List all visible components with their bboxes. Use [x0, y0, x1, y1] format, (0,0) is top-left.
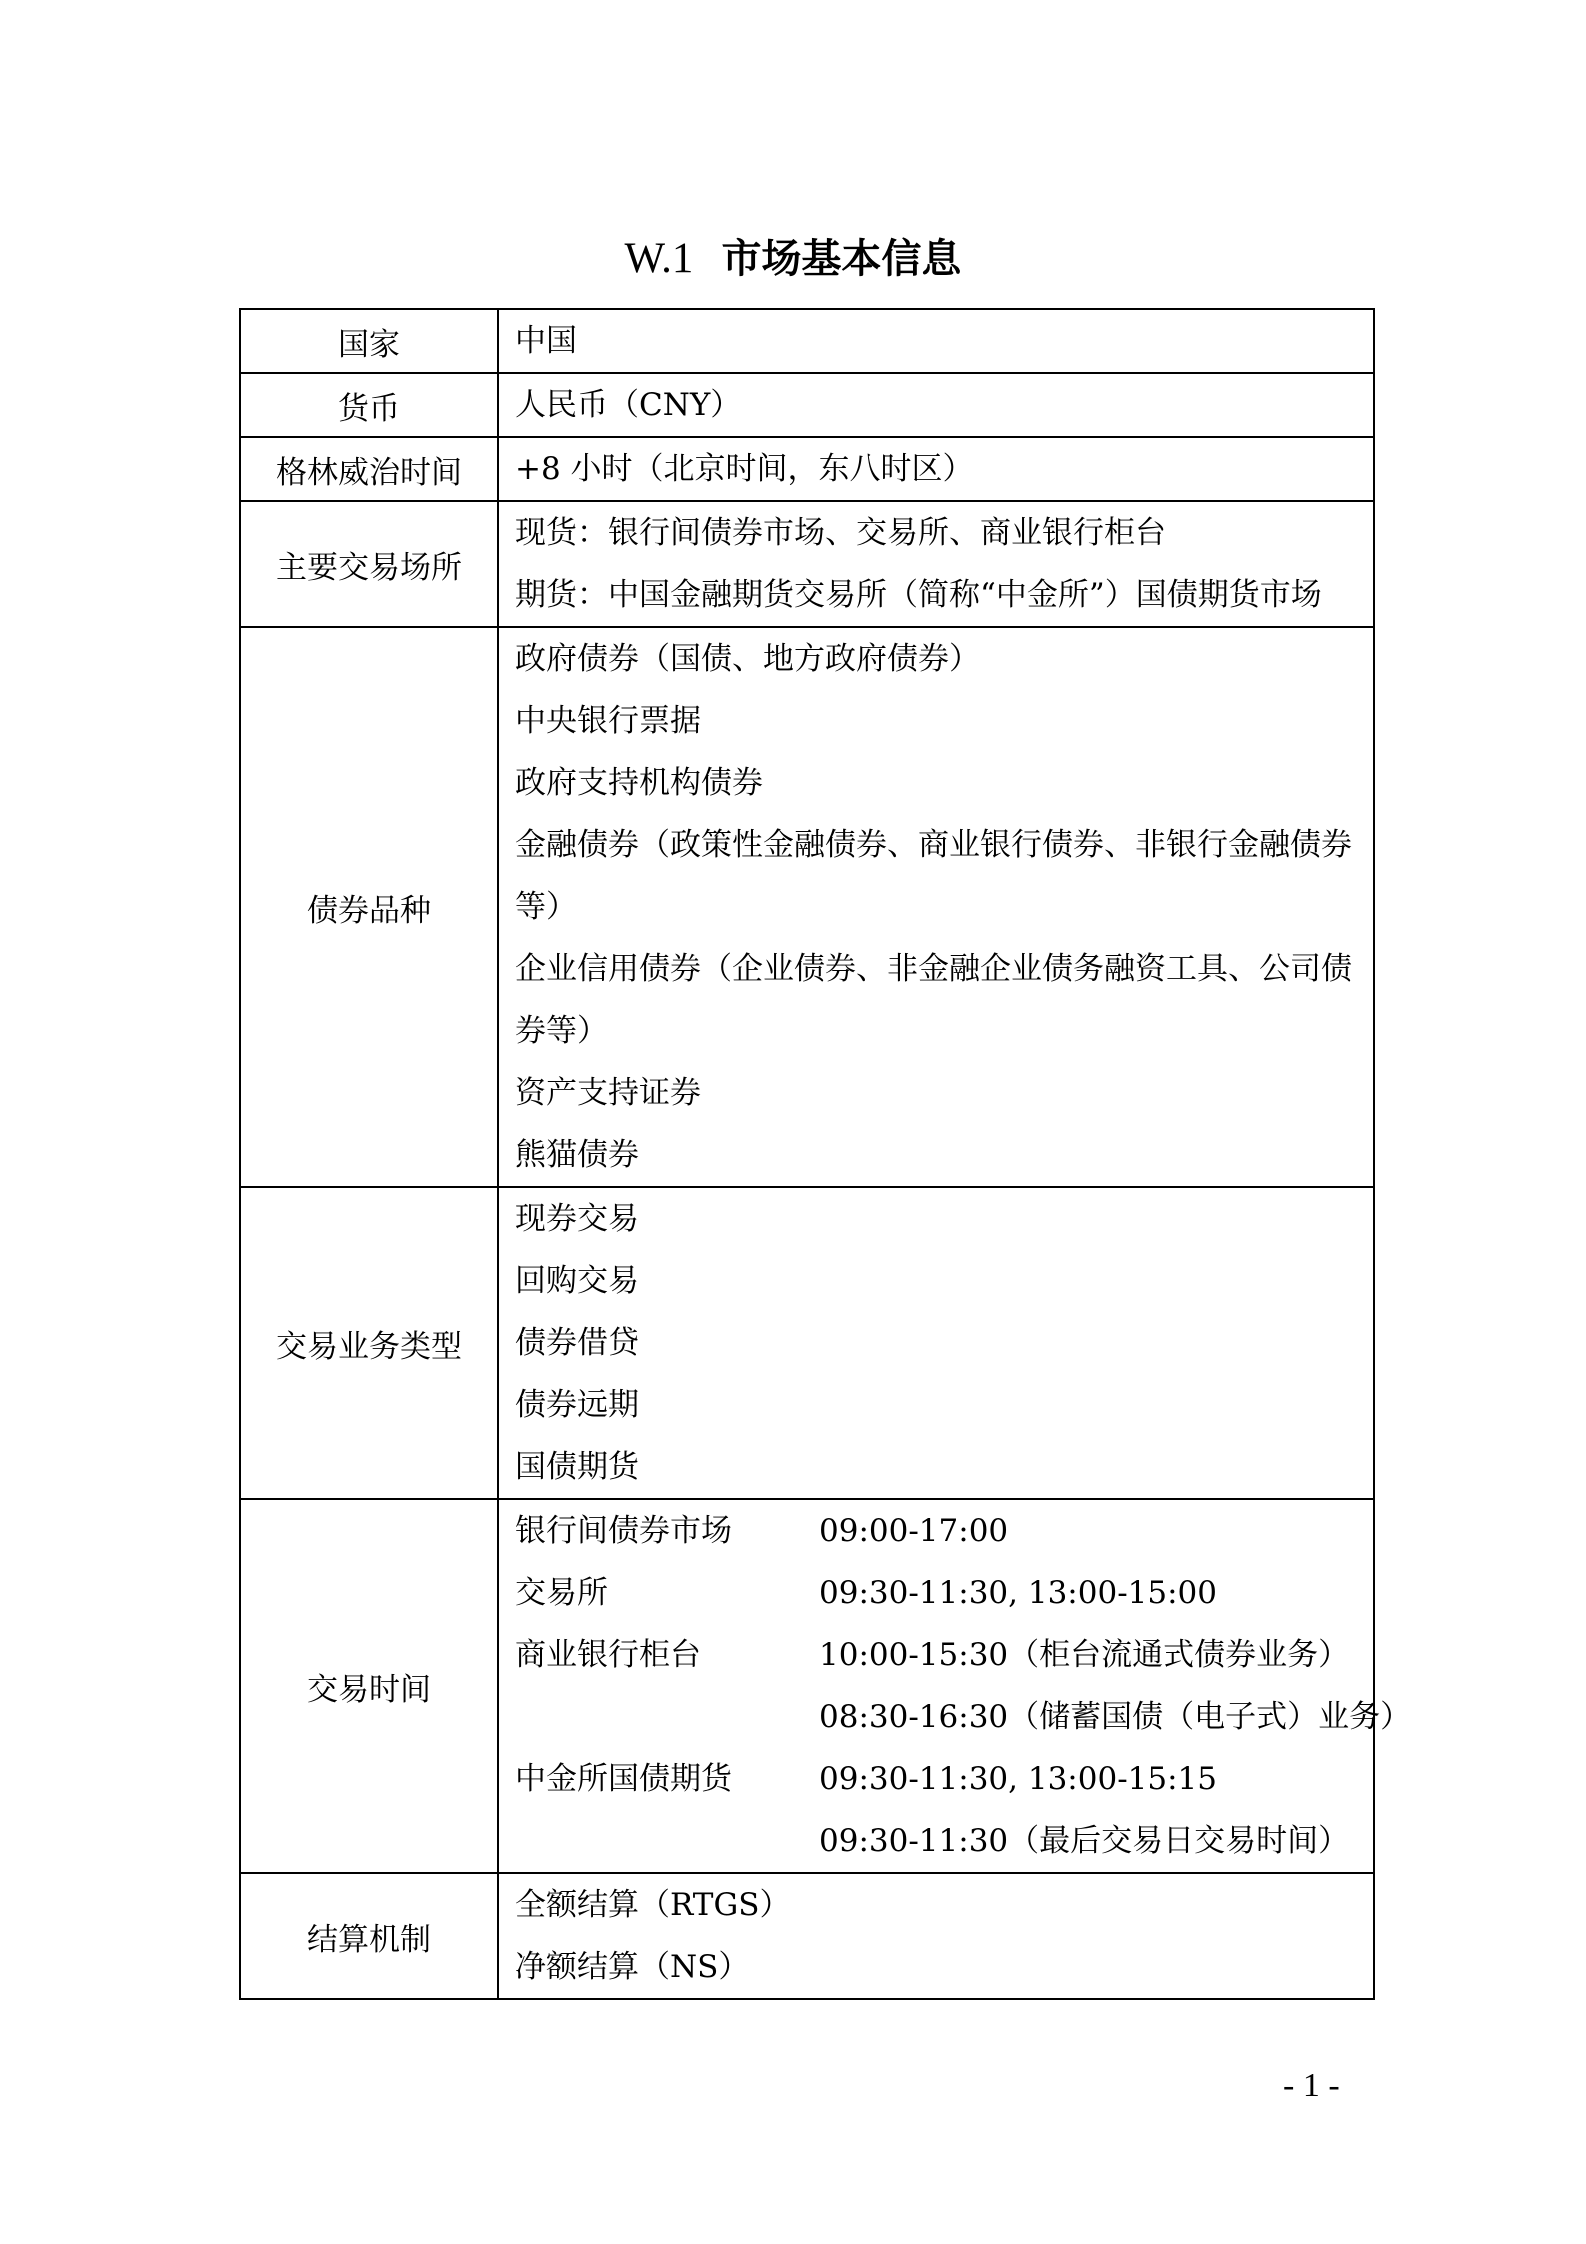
row-value [498, 1187, 1374, 1499]
bond-type-item: 政府支持机构债券 [515, 765, 763, 801]
row-value [498, 309, 1374, 373]
bond-type-item: 熊猫债券 [515, 1137, 639, 1173]
page-number: - 1 - [1283, 2067, 1340, 2104]
venue-name: 商业银行柜台 [515, 1637, 701, 1673]
venue-hours: 09:30-11:30, 13:00-15:15 [819, 1761, 1218, 1797]
venue-hours: 08:30-16:30（储蓄国债（电子式）业务） [819, 1699, 1412, 1735]
gmt-value: +8 小时（北京时间，东八时区） [515, 451, 974, 487]
bond-type-item: 资产支持证券 [515, 1075, 701, 1111]
venue-line: 期货：中国金融期货交易所（简称“中金所”）国债期货市场 [515, 577, 1322, 613]
venue-line: 现货：银行间债券市场、交易所、商业银行柜台 [515, 515, 1166, 551]
row-value [498, 373, 1374, 437]
row-label: 交易时间 [240, 1499, 498, 1873]
trading-hours-entry [515, 1562, 1365, 1624]
venue-name: 交易所 [515, 1575, 608, 1611]
row-label: 债券品种 [240, 627, 498, 1187]
row-venues [240, 501, 1374, 627]
row-value [498, 501, 1374, 627]
trading-hours-entry [515, 1810, 1365, 1872]
settlement-item: 全额结算（RTGS） [515, 1887, 791, 1923]
row-settlement [240, 1873, 1374, 1999]
section-title: 市场基本信息 [721, 236, 962, 282]
settlement-item: 净额结算（NS） [515, 1949, 750, 1985]
row-country [240, 309, 1374, 373]
bond-type-item: 政府债券（国债、地方政府债券） [515, 641, 980, 677]
page-title [0, 228, 1586, 289]
row-value [498, 1499, 1412, 1873]
section-number: W.1 [624, 235, 694, 282]
currency-value: 人民币（CNY） [515, 387, 742, 423]
row-label: 交易业务类型 [240, 1187, 498, 1499]
venue-hours: 09:30-11:30, 13:00-15:00 [819, 1575, 1218, 1611]
row-label: 货币 [240, 373, 498, 437]
business-type-item: 债券远期 [515, 1387, 639, 1423]
row-label: 结算机制 [240, 1873, 498, 1999]
trading-hours-entry [515, 1624, 1365, 1686]
country-value: 中国 [515, 323, 577, 359]
business-type-item: 回购交易 [515, 1263, 639, 1299]
bond-type-item: 中央银行票据 [515, 703, 701, 739]
row-label: 格林威治时间 [240, 437, 498, 501]
row-bond-types [240, 627, 1374, 1187]
row-value [498, 437, 1374, 501]
trading-hours-entry [515, 1686, 1412, 1748]
business-type-item: 债券借贷 [515, 1325, 639, 1361]
business-type-item: 现券交易 [515, 1201, 639, 1237]
row-currency [240, 373, 1374, 437]
business-type-item: 国债期货 [515, 1449, 639, 1485]
row-value [498, 627, 1374, 1187]
row-value [498, 1873, 1374, 1999]
row-gmt [240, 437, 1374, 501]
row-label: 国家 [240, 309, 498, 373]
row-trading-hours [240, 1499, 1374, 1873]
venue-name [515, 1810, 819, 1872]
bond-type-item: 金融债券（政策性金融债券、商业银行债券、非银行金融债券等） [515, 827, 1352, 925]
venue-name [515, 1686, 819, 1748]
row-business-types [240, 1187, 1374, 1499]
bond-type-item: 企业信用债券（企业债券、非金融企业债务融资工具、公司债券等） [515, 951, 1352, 1049]
trading-hours-entry [515, 1500, 1365, 1562]
venue-name: 银行间债券市场 [515, 1513, 732, 1549]
venue-name: 中金所国债期货 [515, 1761, 732, 1797]
venue-hours: 10:00-15:30（柜台流通式债券业务） [819, 1637, 1350, 1673]
market-info-table [239, 308, 1412, 2000]
trading-hours-entry [515, 1748, 1365, 1810]
venue-hours: 09:30-11:30（最后交易日交易时间） [819, 1823, 1350, 1859]
venue-hours: 09:00-17:00 [819, 1513, 1009, 1549]
row-label: 主要交易场所 [240, 501, 498, 627]
